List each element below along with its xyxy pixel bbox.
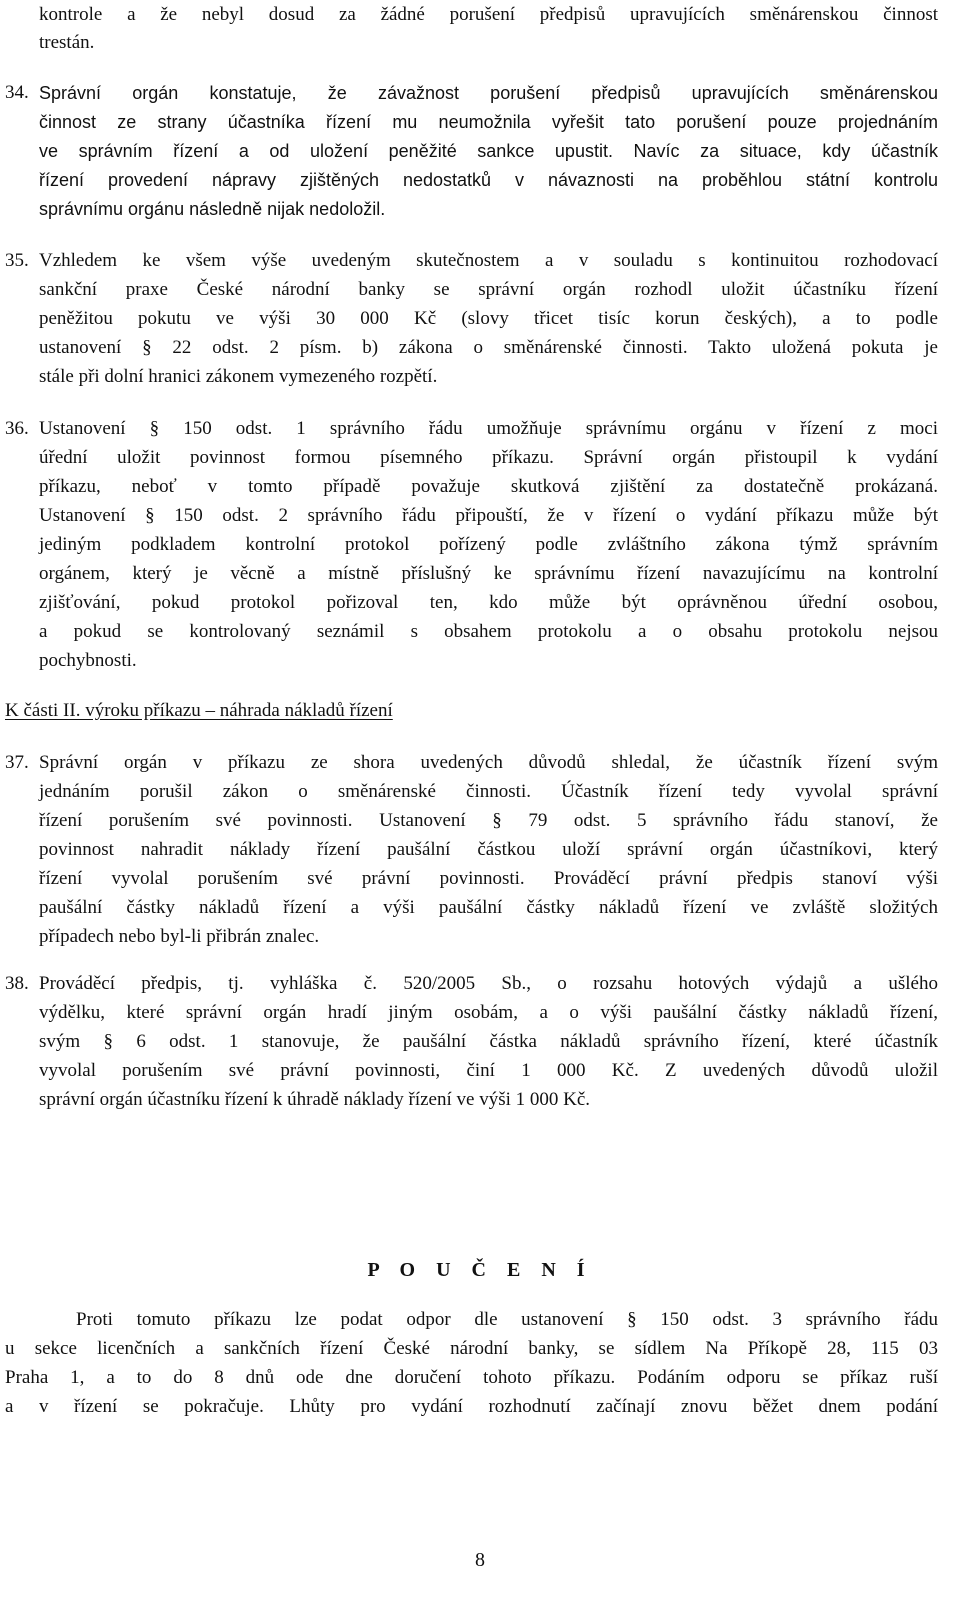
pouceni-heading: P O U Č E N Í [367, 1259, 593, 1281]
paragraph-line: řízení porušením své povinnosti. Ustanovení § 79 odst. 5 správního řádu stanoví, že [39, 810, 938, 831]
paragraph-line: peněžitou pokutu ve výši 30 000 Kč (slovy třicet tisíc korun českých), a to podle [39, 308, 938, 329]
paragraph-line: správnímu orgánu následně nijak nedoložil. [39, 199, 386, 219]
paragraph-line: zjišťování, pokud protokol pořizoval ten, kdo může být oprávněnou úřední osobou, [39, 592, 938, 613]
continuation-line: trestán. [39, 32, 95, 53]
paragraph-line: orgánem, který je věcně a místně příslušný ke správnímu řízení navazujícímu na kontrolní [39, 563, 938, 584]
paragraph-line: Ustanovení § 150 odst. 1 správního řádu umožňuje správnímu orgánu v řízení z moci [39, 418, 938, 439]
paragraph-line: výdělku, které správní orgán hradí jiným osobám, a o výši paušální částky nákladů řízení, [39, 1002, 938, 1023]
paragraph-number: 35. [5, 250, 29, 271]
paragraph-line: úřední uložit povinnost formou písemného příkazu. Správní orgán přistoupil k vydání [39, 447, 938, 468]
paragraph-line: svým § 6 odst. 1 stanovuje, že paušální částka nákladů správního řízení, které účastník [39, 1031, 938, 1052]
paragraph-line: paušální částky nákladů řízení a výši paušální částky nákladů řízení ve zvláště složitých [39, 897, 938, 918]
paragraph-line: správní orgán účastníku řízení k úhradě náklady řízení ve výši 1 000 Kč. [39, 1089, 591, 1110]
paragraph-line: případech nebo byl-li přibrán znalec. [39, 926, 320, 947]
paragraph-line: ustanovení § 22 odst. 2 písm. b) zákona o směnárenské činnosti. Takto uložená pokuta je [39, 337, 938, 358]
paragraph-line: příkazu, neboť v tomto případě považuje skutková zjištění za dostatečně prokázaná. [39, 476, 938, 497]
paragraph-line: ve správním řízení a od uložení peněžité sankce upustit. Navíc za situace, kdy účastník [39, 141, 938, 161]
paragraph-line: činnost ze strany účastníka řízení mu neumožnila vyřešit tato porušení pouze projednáním [39, 112, 938, 132]
paragraph-line: povinnost nahradit náklady řízení paušální částkou uloží správní orgán účastníkovi, který [39, 839, 938, 860]
paragraph-line: Ustanovení § 150 odst. 2 správního řádu připouští, že v řízení o vydání příkazu může být [39, 505, 938, 526]
paragraph-line: stále při dolní hranici zákonem vymezeného rozpětí. [39, 366, 438, 387]
paragraph-line: jednáním porušil zákon o směnárenské činnosti. Účastník řízení tedy vyvolal správní [39, 781, 938, 802]
pouceni-line: a v řízení se pokračuje. Lhůty pro vydání rozhodnutí začínají znovu běžet dnem podání [5, 1396, 938, 1417]
page-number: 8 [475, 1549, 485, 1571]
pouceni-line: Proti tomuto příkazu lze podat odpor dle ustanovení § 150 odst. 3 správního řádu [76, 1309, 938, 1330]
paragraph-line: jediným podkladem kontrolní protokol pořízený podle zvláštního zákona týmž správním [39, 534, 938, 555]
paragraph-line: řízení vyvolal porušením své právní povinnosti. Prováděcí právní předpis stanoví výši [39, 868, 938, 889]
paragraph-line: a pokud se kontrolovaný seznámil s obsahem protokolu a o obsahu protokolu nejsou [39, 621, 938, 642]
paragraph-number: 36. [5, 418, 29, 439]
pouceni-line: Praha 1, a to do 8 dnů ode dne doručení tohoto příkazu. Podáním odporu se příkaz ruší [5, 1367, 938, 1388]
paragraph-line: vyvolal porušením své právní povinnosti, činí 1 000 Kč. Z uvedených důvodů uložil [39, 1060, 938, 1081]
paragraph-line: Správní orgán konstatuje, že závažnost porušení předpisů upravujících směnárenskou [39, 83, 938, 103]
section-heading: K části II. výroku příkazu – náhrada nákladů řízení [5, 700, 393, 721]
paragraph-number: 34. [5, 82, 29, 103]
paragraph-line: pochybnosti. [39, 650, 137, 671]
paragraph-number: 38. [5, 973, 29, 994]
paragraph-line: řízení provedení nápravy zjištěných nedostatků v návaznosti na proběhlou státní kontrolu [39, 170, 938, 190]
paragraph-line: Vzhledem ke všem výše uvedeným skutečnostem a v souladu s kontinuitou rozhodovací [39, 250, 938, 271]
paragraph-number: 37. [5, 752, 29, 773]
continuation-line: kontrole a že nebyl dosud za žádné porušení předpisů upravujících směnárenskou činnost [39, 4, 938, 25]
paragraph-line: Správní orgán v příkazu ze shora uvedených důvodů shledal, že účastník řízení svým [39, 752, 938, 773]
pouceni-line: u sekce licenčních a sankčních řízení České národní banky, se sídlem Na Příkopě 28, 115 03 [5, 1338, 938, 1359]
paragraph-line: sankční praxe České národní banky se správní orgán rozhodl uložit účastníku řízení [39, 279, 938, 300]
paragraph-line: Prováděcí předpis, tj. vyhláška č. 520/2005 Sb., o rozsahu hotových výdajů a ušlého [39, 973, 938, 994]
